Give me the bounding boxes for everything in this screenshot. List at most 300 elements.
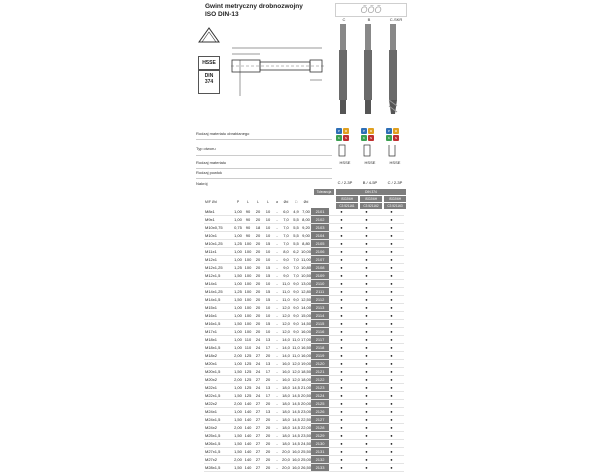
table-cell: 27 bbox=[253, 416, 263, 424]
table-cell: 8,0 bbox=[281, 248, 291, 256]
table-cell: - bbox=[273, 408, 281, 416]
col-header-p: P bbox=[236, 199, 240, 204]
thread-size: M16x1,5 bbox=[204, 320, 233, 328]
availability-dot: ● bbox=[329, 240, 354, 248]
table-row bbox=[204, 440, 404, 448]
table-cell: 140 bbox=[244, 465, 252, 470]
table-header-row bbox=[204, 196, 404, 208]
table-cell: 25,50 bbox=[301, 449, 312, 454]
table-cell: 20 bbox=[253, 304, 263, 312]
availability-dot: ● bbox=[379, 376, 404, 384]
product-code: 2119 bbox=[311, 352, 329, 360]
table-cell: 15 bbox=[263, 264, 273, 272]
table-cell: 27 bbox=[253, 408, 263, 416]
table-cell: 20 bbox=[263, 456, 273, 464]
availability-dot: ● bbox=[354, 384, 379, 392]
divider bbox=[196, 155, 332, 156]
table-cell: - bbox=[273, 360, 281, 368]
availability-dot: ● bbox=[379, 224, 404, 232]
hsse-symbol: HSSE bbox=[198, 56, 220, 70]
table-cell: 18,50 bbox=[301, 369, 312, 374]
table-cell: 14,50 bbox=[301, 321, 312, 326]
table-cell: 110 bbox=[244, 337, 252, 342]
table-row bbox=[204, 248, 404, 256]
table-cell: 20 bbox=[253, 272, 263, 280]
availability-dot: ● bbox=[379, 336, 404, 344]
availability-dot: ● bbox=[329, 416, 354, 424]
table-cell: 20 bbox=[263, 376, 273, 384]
table-cell: 100 bbox=[244, 305, 252, 310]
material-icons-3: P M K N bbox=[387, 129, 398, 140]
table-cell: 100 bbox=[244, 257, 252, 262]
table-row bbox=[204, 280, 404, 288]
table-cell: 1,50 bbox=[234, 393, 242, 398]
availability-dot: ● bbox=[329, 432, 354, 440]
table-cell: 9,0 bbox=[281, 256, 291, 264]
table-cell: - bbox=[273, 352, 281, 360]
table-cell: - bbox=[273, 344, 281, 352]
product-code: 2115 bbox=[311, 320, 329, 328]
table-cell: - bbox=[273, 256, 281, 264]
table-cell: 18,00 bbox=[301, 377, 312, 382]
table-cell: 140 bbox=[244, 425, 252, 430]
table-cell: - bbox=[273, 216, 281, 224]
thread-size: M17x1 bbox=[204, 328, 233, 336]
table-cell: 16,50 bbox=[301, 345, 312, 350]
table-cell: 140 bbox=[244, 433, 252, 438]
availability-dot: ● bbox=[354, 264, 379, 272]
table-cell: 110 bbox=[244, 345, 252, 350]
availability-dot: ● bbox=[329, 376, 354, 384]
availability-dot: ● bbox=[354, 336, 379, 344]
availability-dot: ● bbox=[329, 456, 354, 464]
table-cell: 27 bbox=[253, 456, 263, 464]
table-cell: 20,00 bbox=[301, 401, 312, 406]
table-cell: 20 bbox=[263, 416, 273, 424]
product-code: 2126 bbox=[311, 408, 329, 416]
table-cell: 1,50 bbox=[234, 417, 242, 422]
table-cell: 1,00 bbox=[234, 257, 242, 262]
table-cell: 12,0 bbox=[282, 329, 290, 334]
thread-size: M27x1,5 bbox=[204, 448, 233, 456]
availability-dot: ● bbox=[379, 312, 404, 320]
thread-size: M14x1,5 bbox=[204, 296, 233, 304]
thread-size: M24x1 bbox=[204, 408, 233, 416]
thread-size: M18x2 bbox=[204, 352, 233, 360]
availability-dot: ● bbox=[379, 352, 404, 360]
table-cell: 17 bbox=[263, 344, 273, 352]
availability-dot: ● bbox=[354, 368, 379, 376]
table-row bbox=[204, 288, 404, 296]
table-row bbox=[204, 232, 404, 240]
table-cell: 16,00 bbox=[301, 329, 312, 334]
product-code: 2114 bbox=[311, 312, 329, 320]
table-row bbox=[204, 216, 404, 224]
table-cell: 20 bbox=[263, 400, 273, 408]
table-cell: - bbox=[273, 400, 281, 408]
availability-dot: ● bbox=[354, 312, 379, 320]
product-code: 2108 bbox=[311, 264, 329, 272]
table-cell: 16,0 bbox=[292, 465, 300, 470]
availability-dot: ● bbox=[379, 280, 404, 288]
table-row bbox=[204, 264, 404, 272]
table-cell: 10 bbox=[263, 280, 273, 288]
availability-dot: ● bbox=[329, 400, 354, 408]
table-cell: 12,0 bbox=[282, 321, 290, 326]
table-row bbox=[204, 336, 404, 344]
availability-dot: ● bbox=[329, 392, 354, 400]
product-code: 2125 bbox=[311, 400, 329, 408]
table-cell: 16,00 bbox=[301, 353, 312, 358]
table-row bbox=[204, 408, 404, 416]
table-cell: 20 bbox=[253, 328, 263, 336]
table-cell: 20 bbox=[253, 248, 263, 256]
thread-table bbox=[204, 196, 404, 472]
table-cell: 1,00 bbox=[234, 361, 242, 366]
thread-size: M10x1,25 bbox=[204, 240, 233, 248]
product-code: 2129 bbox=[311, 432, 329, 440]
product-code: 2128 bbox=[311, 424, 329, 432]
product-code: 2131 bbox=[311, 448, 329, 456]
availability-dot: ● bbox=[329, 408, 354, 416]
availability-dot: ● bbox=[329, 368, 354, 376]
table-cell: 9,0 bbox=[291, 312, 301, 320]
table-row bbox=[204, 400, 404, 408]
availability-dot: ● bbox=[354, 288, 379, 296]
availability-dot: ● bbox=[379, 408, 404, 416]
table-cell: 21,00 bbox=[301, 385, 312, 390]
table-cell: - bbox=[273, 464, 281, 472]
table-cell: 9,0 bbox=[291, 288, 301, 296]
product-code: 2102 bbox=[311, 216, 329, 224]
availability-dot: ● bbox=[354, 392, 379, 400]
table-cell: 1,25 bbox=[234, 241, 242, 246]
table-cell: 1,00 bbox=[234, 217, 242, 222]
thread-size: M11x1 bbox=[204, 248, 233, 256]
table-cell: 125 bbox=[244, 353, 252, 358]
table-cell: 12,50 bbox=[301, 297, 312, 302]
table-cell: - bbox=[273, 432, 281, 440]
table-cell: - bbox=[273, 232, 281, 240]
table-cell: 10 bbox=[263, 248, 273, 256]
thread-size: M25x1,5 bbox=[204, 432, 233, 440]
table-cell: 140 bbox=[244, 449, 252, 454]
availability-dot: ● bbox=[379, 216, 404, 224]
table-cell: 90 bbox=[243, 208, 253, 216]
table-row bbox=[204, 376, 404, 384]
availability-dot: ● bbox=[329, 312, 354, 320]
table-cell: - bbox=[273, 448, 281, 456]
availability-dot: ● bbox=[354, 296, 379, 304]
availability-dot: ● bbox=[379, 256, 404, 264]
table-cell: 1,50 bbox=[234, 321, 242, 326]
availability-dot: ● bbox=[329, 296, 354, 304]
table-cell: 4,9 bbox=[291, 208, 301, 216]
thread-size: M24x1,5 bbox=[204, 416, 233, 424]
table-cell: 5,5 bbox=[291, 232, 301, 240]
availability-dot: ● bbox=[379, 288, 404, 296]
availability-dot: ● bbox=[354, 344, 379, 352]
availability-dot: ● bbox=[329, 280, 354, 288]
table-cell: 7,0 bbox=[281, 224, 291, 232]
col-header-code bbox=[311, 196, 329, 208]
table-row bbox=[204, 312, 404, 320]
table-cell: 20 bbox=[253, 320, 263, 328]
table-row bbox=[204, 360, 404, 368]
thread-size: M28x1,5 bbox=[204, 464, 233, 472]
availability-dot: ● bbox=[354, 456, 379, 464]
availability-dot: ● bbox=[379, 448, 404, 456]
availability-dot: ● bbox=[354, 240, 379, 248]
table-row bbox=[204, 272, 404, 280]
table-cell: 20 bbox=[253, 208, 263, 216]
table-cell: 20,50 bbox=[301, 393, 312, 398]
table-cell: 11,0 bbox=[292, 337, 300, 342]
table-cell: 14,5 bbox=[292, 401, 300, 406]
table-row bbox=[204, 208, 404, 216]
table-cell: 20 bbox=[253, 216, 263, 224]
table-cell: 14,5 bbox=[292, 393, 300, 398]
table-row bbox=[204, 256, 404, 264]
availability-dot: ● bbox=[354, 448, 379, 456]
availability-dot: ● bbox=[354, 352, 379, 360]
code-header-1: C3 521161 bbox=[336, 203, 358, 209]
thread-size: M12x1,25 bbox=[204, 264, 233, 272]
table-cell: 7,0 bbox=[291, 264, 301, 272]
table-cell: 90 bbox=[243, 216, 253, 224]
table-cell: 20 bbox=[253, 232, 263, 240]
table-cell: 15,00 bbox=[301, 313, 312, 318]
availability-dot: ● bbox=[329, 384, 354, 392]
table-cell: 12,0 bbox=[292, 369, 300, 374]
availability-dot: ● bbox=[329, 448, 354, 456]
table-cell: 15 bbox=[263, 296, 273, 304]
table-cell: 20 bbox=[253, 240, 263, 248]
table-cell: 125 bbox=[244, 385, 252, 390]
table-cell: 20,0 bbox=[282, 457, 290, 462]
availability-dot: ● bbox=[329, 464, 354, 472]
table-cell: - bbox=[273, 440, 281, 448]
availability-dot: ● bbox=[354, 208, 379, 216]
table-row bbox=[204, 456, 404, 464]
table-row bbox=[204, 320, 404, 328]
table-cell: 9,0 bbox=[291, 304, 301, 312]
table-cell: 24 bbox=[253, 384, 263, 392]
availability-dot: ● bbox=[329, 440, 354, 448]
table-cell: 100 bbox=[244, 265, 252, 270]
table-cell: 9,0 bbox=[291, 328, 301, 336]
thread-size: M26x1,5 bbox=[204, 440, 233, 448]
table-cell: 27 bbox=[253, 352, 263, 360]
availability-dot: ● bbox=[354, 464, 379, 472]
brand-logo: ÕÕÕ bbox=[335, 3, 407, 17]
availability-dot: ● bbox=[354, 232, 379, 240]
table-cell: 18,0 bbox=[282, 393, 290, 398]
table-cell: 14,5 bbox=[292, 409, 300, 414]
product-code: 2111 bbox=[311, 288, 329, 296]
table-cell: 1,25 bbox=[234, 265, 242, 270]
table-cell: 7,0 bbox=[291, 272, 301, 280]
table-cell: - bbox=[273, 312, 281, 320]
table-cell: 90 bbox=[243, 224, 253, 232]
product-code: 2132 bbox=[311, 456, 329, 464]
table-cell: 6,2 bbox=[291, 248, 301, 256]
tap-images bbox=[333, 22, 413, 122]
table-cell: 17 bbox=[263, 368, 273, 376]
product-code: 2127 bbox=[311, 416, 329, 424]
table-cell: 9,00 bbox=[302, 233, 310, 238]
table-cell: 1,50 bbox=[234, 441, 242, 446]
table-row bbox=[204, 384, 404, 392]
table-cell: 18,0 bbox=[282, 385, 290, 390]
table-cell: 18 bbox=[253, 224, 263, 232]
table-cell: 17,00 bbox=[301, 337, 312, 342]
table-row bbox=[204, 448, 404, 456]
product-code: 2117 bbox=[311, 336, 329, 344]
table-cell: 1,00 bbox=[234, 385, 242, 390]
table-cell: 7,0 bbox=[281, 216, 291, 224]
label-coating: Rodzaj powłok bbox=[196, 170, 223, 175]
thread-size: M22x1 bbox=[204, 384, 233, 392]
table-cell: 17 bbox=[263, 392, 273, 400]
table-row bbox=[204, 432, 404, 440]
availability-dot: ● bbox=[329, 344, 354, 352]
table-cell: 14,5 bbox=[292, 385, 300, 390]
table-cell: - bbox=[273, 320, 281, 328]
table-cell: 10 bbox=[263, 224, 273, 232]
availability-dot: ● bbox=[329, 424, 354, 432]
table-row bbox=[204, 352, 404, 360]
thread-size: M16x1 bbox=[204, 312, 233, 320]
product-code: 2133 bbox=[311, 464, 329, 472]
table-cell: 15 bbox=[263, 272, 273, 280]
table-cell: 19,00 bbox=[301, 361, 312, 366]
table-cell: 27 bbox=[253, 464, 263, 472]
availability-dot: ● bbox=[329, 216, 354, 224]
tap-image-3 bbox=[389, 24, 397, 114]
table-cell: 10 bbox=[263, 208, 273, 216]
table-cell: 20 bbox=[263, 464, 273, 472]
availability-dot: ● bbox=[354, 224, 379, 232]
table-cell: 16,0 bbox=[292, 457, 300, 462]
page-title: Gwint metryczny drobnozwojny ISO DIN-13 bbox=[205, 3, 303, 18]
thread-size: M8x1 bbox=[204, 208, 233, 216]
availability-dot: ● bbox=[354, 424, 379, 432]
thread-size: M9x1 bbox=[204, 216, 233, 224]
table-cell: 2,00 bbox=[234, 377, 242, 382]
table-cell: - bbox=[273, 456, 281, 464]
product-code: 2121 bbox=[311, 368, 329, 376]
table-cell: 16,0 bbox=[282, 377, 290, 382]
availability-dot: ● bbox=[379, 400, 404, 408]
availability-dot: ● bbox=[354, 256, 379, 264]
availability-dot: ● bbox=[329, 352, 354, 360]
table-cell: 13 bbox=[263, 360, 273, 368]
table-row bbox=[204, 416, 404, 424]
product-code: 2112 bbox=[311, 296, 329, 304]
table-cell: 13 bbox=[263, 408, 273, 416]
table-cell: 1,00 bbox=[234, 337, 242, 342]
hole-type-icons bbox=[336, 144, 416, 158]
availability-dot: ● bbox=[354, 328, 379, 336]
table-cell: - bbox=[273, 280, 281, 288]
table-cell: 100 bbox=[244, 249, 252, 254]
product-code: 2116 bbox=[311, 328, 329, 336]
table-cell: 18,0 bbox=[282, 441, 290, 446]
table-cell: 140 bbox=[244, 441, 252, 446]
availability-dot: ● bbox=[379, 248, 404, 256]
table-cell: 22,50 bbox=[301, 417, 312, 422]
table-cell: 24 bbox=[253, 336, 263, 344]
table-row bbox=[204, 304, 404, 312]
availability-dot: ● bbox=[329, 256, 354, 264]
table-cell: 0,75 bbox=[234, 225, 242, 230]
table-cell: 13,00 bbox=[301, 281, 312, 286]
tolerance-value-3: C / 2-3P bbox=[387, 180, 403, 185]
table-cell: 125 bbox=[244, 393, 252, 398]
availability-dot: ● bbox=[379, 424, 404, 432]
table-cell: - bbox=[273, 416, 281, 424]
tolerance-header: Tolerancja bbox=[314, 189, 334, 195]
availability-dot: ● bbox=[379, 456, 404, 464]
thread-size: M24x2 bbox=[204, 424, 233, 432]
thread-size: M27x2 bbox=[204, 456, 233, 464]
availability-dot: ● bbox=[354, 432, 379, 440]
label-material-type: Rodzaj materiału obrabianego bbox=[196, 131, 250, 136]
table-cell: 7,0 bbox=[281, 232, 291, 240]
col-header-d2: Ød bbox=[303, 199, 309, 204]
sub-header-1: ISO2/6H bbox=[336, 196, 358, 202]
table-cell: 10 bbox=[263, 304, 273, 312]
table-cell: 16,0 bbox=[282, 361, 290, 366]
tolerance-value-1: C / 2-3P bbox=[337, 180, 353, 185]
thread-size: M14x1 bbox=[204, 280, 233, 288]
table-cell: 11,0 bbox=[292, 353, 300, 358]
divider bbox=[196, 178, 332, 179]
table-cell: 1,50 bbox=[234, 273, 242, 278]
table-row bbox=[204, 224, 404, 232]
table-cell: 20 bbox=[253, 264, 263, 272]
table-cell: 16,0 bbox=[292, 449, 300, 454]
thread-size: M22x1,5 bbox=[204, 392, 233, 400]
table-cell: 24 bbox=[253, 360, 263, 368]
table-cell: 2,00 bbox=[234, 401, 242, 406]
product-code: 2105 bbox=[311, 240, 329, 248]
availability-dot: ● bbox=[354, 408, 379, 416]
thread-size: M20x1,5 bbox=[204, 368, 233, 376]
table-cell: 24 bbox=[253, 368, 263, 376]
product-code: 2106 bbox=[311, 248, 329, 256]
col-header-d: Ød bbox=[283, 199, 289, 204]
table-cell: 12,0 bbox=[292, 377, 300, 382]
table-cell: 14,5 bbox=[292, 433, 300, 438]
table-row bbox=[204, 368, 404, 376]
table-cell: 20 bbox=[263, 440, 273, 448]
table-cell: 27 bbox=[253, 400, 263, 408]
table-cell: 23,00 bbox=[301, 409, 312, 414]
table-cell: 18,0 bbox=[282, 433, 290, 438]
table-cell: 20 bbox=[253, 288, 263, 296]
table-cell: 1,00 bbox=[234, 345, 242, 350]
table-cell: 20 bbox=[253, 256, 263, 264]
table-cell: 7,00 bbox=[302, 209, 310, 214]
table-cell: 1,00 bbox=[234, 281, 242, 286]
divider bbox=[196, 139, 332, 140]
col-header-l1: L bbox=[247, 199, 249, 204]
table-cell: 20 bbox=[253, 312, 263, 320]
table-row bbox=[204, 424, 404, 432]
table-cell: 5,5 bbox=[291, 216, 301, 224]
